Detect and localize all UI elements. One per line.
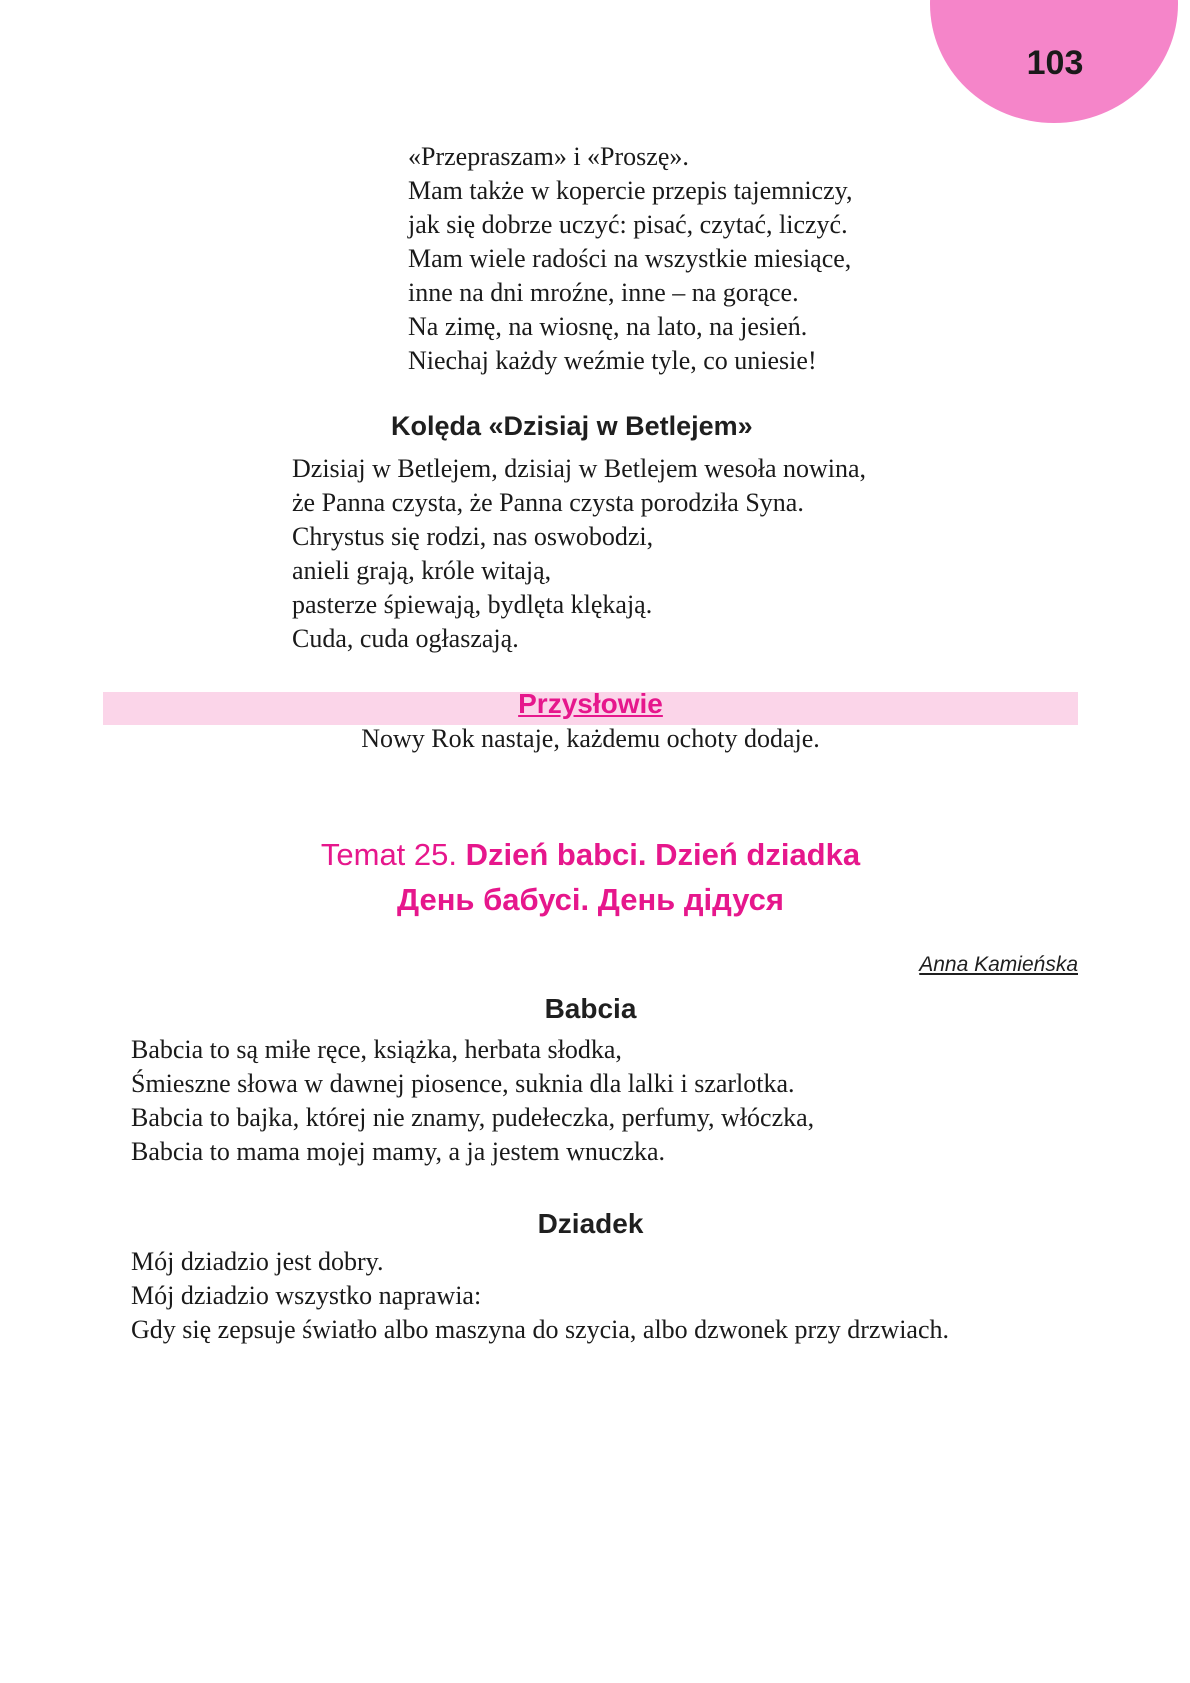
carol-line: Cuda, cuda ogłaszają.	[292, 624, 519, 653]
carol-line: pasterze śpiewają, bydlęta klękają.	[292, 590, 653, 619]
babcia-line: Babcia to są miłe ręce, książka, herbata słodka,	[131, 1035, 622, 1064]
page-number: 103	[1026, 44, 1084, 82]
dziadek-title: Dziadek	[537, 1208, 644, 1239]
babcia-line: Babcia to bajka, której nie znamy, pudełeczka, perfumy, włóczka,	[131, 1103, 815, 1132]
poem-line: Mam wiele radości na wszystkie miesiące,	[408, 244, 852, 273]
dziadek-text	[103, 1245, 1078, 1347]
carol-line: Dzisiaj w Betlejem, dzisiaj w Betlejem wesoła nowina,	[292, 454, 867, 483]
topic-title-uk: День бабусі. День дідуся	[396, 882, 784, 917]
dziadek-line: Mój dziadzio wszystko naprawia:	[131, 1281, 482, 1310]
carol-verse	[292, 452, 866, 656]
poem-line: inne na dni mroźne, inne – na gorące.	[408, 278, 799, 307]
carol-line: anieli grają, króle witają,	[292, 556, 552, 585]
babcia-title: Babcia	[544, 993, 637, 1024]
proverb-text: Nowy Rok nastaje, każdemu ochoty dodaje.	[361, 724, 820, 753]
babcia-line: Babcia to mama mojej mamy, a ja jestem wnuczka.	[131, 1137, 666, 1166]
poem-line: «Przepraszam» i «Proszę».	[408, 142, 689, 171]
poem-end	[408, 140, 852, 378]
dziadek-line: Mój dziadzio jest dobry.	[131, 1247, 384, 1276]
poem-line: jak się dobrze uczyć: pisać, czytać, liczyć.	[408, 210, 848, 239]
poem-line: Niechaj każdy weźmie tyle, co uniesie!	[408, 346, 817, 375]
carol-title: Kolęda «Dzisiaj w Betlejem»	[391, 411, 753, 441]
proverb-heading: Przysłowie	[518, 688, 663, 719]
topic-title-pl	[103, 837, 1078, 873]
topic-number: Temat 25.	[320, 837, 457, 872]
topic-name-pl: Dzień babci. Dzień dziadka	[465, 837, 861, 872]
poem-line: Na zimę, na wiosnę, na lato, na jesień.	[408, 312, 808, 341]
poem-line: Mam także w kopercie przepis tajemniczy,	[408, 176, 853, 205]
babcia-line: Śmieszne słowa w dawnej piosence, suknia dla lalki i szarlotka.	[131, 1069, 795, 1098]
carol-line: że Panna czysta, że Panna czysta porodziła Syna.	[292, 488, 804, 517]
dziadek-line: Gdy się zepsuje światło albo maszyna do szycia, albo dzwonek przy drzwiach.	[131, 1315, 950, 1344]
babcia-verse	[131, 1033, 814, 1169]
carol-line: Chrystus się rodzi, nas oswobodzi,	[292, 522, 654, 551]
poem-author: Anna Kamieńska	[919, 953, 1078, 976]
